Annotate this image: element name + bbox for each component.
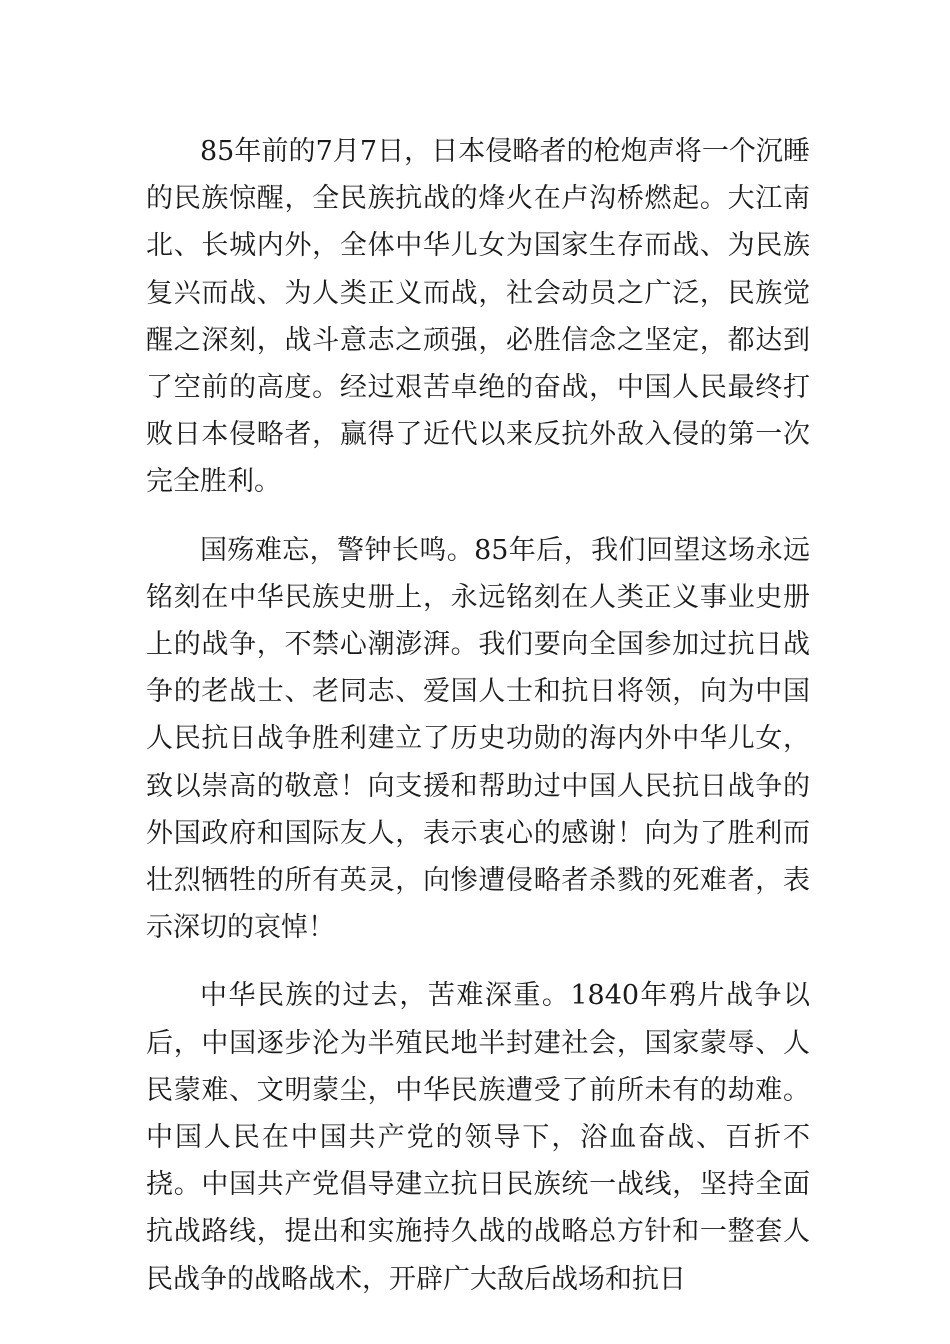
paragraph-1: 85年前的7月7日，日本侵略者的枪炮声将一个沉睡的民族惊醒，全民族抗战的烽火在卢沟桥燃起。大江南北、长城内外，全体中华儿女为国家生存而战、为民族复兴而战、为人类正义而战，社会动员之广泛，民族觉醒之深刻，战斗意志之顽强，必胜信念之坚定，都达到了空前的高度。经过艰苦卓绝的奋战，中国人民最终打败日本侵略者，赢得了近代以来反抗外敌入侵的第一次完全胜利。: [146, 136, 810, 498]
document-body: [146, 128, 810, 1303]
paragraph-2: 国殇难忘，警钟长鸣。85年后，我们回望这场永远铭刻在中华民族史册上，永远铭刻在人类正义事业史册上的战争，不禁心潮澎湃。我们要向全国参加过抗日战争的老战士、老同志、爱国人士和抗日将领，向为中国人民抗日战争胜利建立了历史功勋的海内外中华儿女，致以崇高的敬意！向支援和帮助过中国人民抗日战争的外国政府和国际友人，表示衷心的感谢！向为了胜利而壮烈牺牲的所有英灵，向惨遭侵略者杀戮的死难者，表示深切的哀悼！: [146, 534, 810, 944]
paragraph-3: 中华民族的过去，苦难深重。1840年鸦片战争以后，中国逐步沦为半殖民地半封建社会，国家蒙辱、人民蒙难、文明蒙尘，中华民族遭受了前所未有的劫难。中国人民在中国共产党的领导下，浴血奋战、百折不挠。中国共产党倡导建立抗日民族统一战线，坚持全面抗战路线，提出和实施持久战的战略总方针和一整套人民战争的战略战术，开辟广大敌后战场和抗日: [146, 980, 810, 1295]
